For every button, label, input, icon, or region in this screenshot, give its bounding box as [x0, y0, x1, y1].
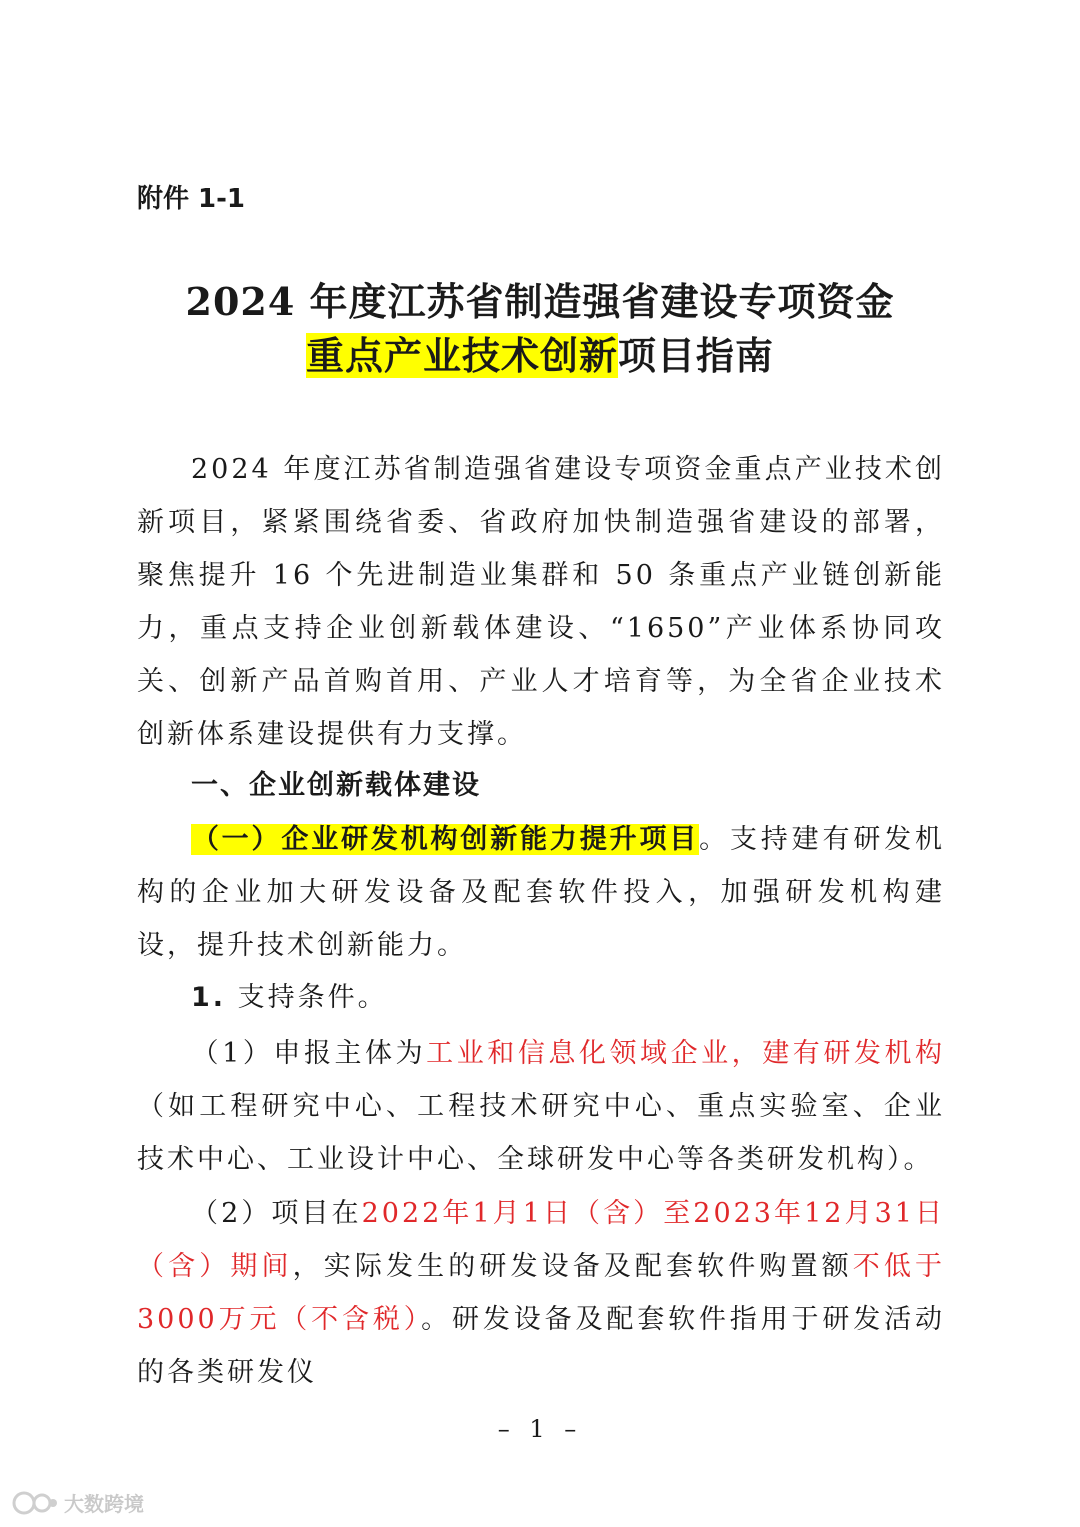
condition-2-period: 2022年1月1日（含）至2023年12月31日（含）期间 — [137, 1198, 945, 1282]
subsection-1-text: 。支持建有研发机构的企业加大研发设备及配套软件投入，加强研发机构建设，提升技术创新能力。 — [137, 824, 946, 961]
condition-2-prefix: （2）项目在 — [191, 1198, 362, 1229]
title-rest: 项目指南 — [618, 333, 775, 378]
condition-2-amount: 不低于3000万元（不含税） — [137, 1251, 946, 1335]
attachment-label: 附件 1-1 — [137, 184, 246, 214]
condition-1-prefix: （1）申报主体为 — [191, 1038, 427, 1069]
title-line-2 — [0, 327, 1080, 385]
conditions-text: 支持条件。 — [237, 982, 388, 1013]
subsection-1-paragraph — [137, 813, 945, 972]
conditions-heading — [191, 975, 388, 1014]
condition-1-red: 工业和信息化领域企业，建有研发机构 — [426, 1038, 945, 1069]
watermark-text: 大数跨境 — [64, 1492, 144, 1516]
watermark — [12, 1488, 144, 1517]
intro-text: 2024 年度江苏省制造强省建设专项资金重点产业技术创新项目，紧紧围绕省委、省政府加快制造强省建设的部署，聚焦提升 16 个先进制造业集群和 50 条重点产业链创新能力，重点支持企业创新载体建设、“1650”产业体系协同攻关、创新产品首购首用、产业人才培育等，为全省企业技术创新体系建设提供有力支撑。 — [137, 454, 945, 750]
watermark-logo-icon — [12, 1490, 58, 1516]
conditions-number: 1. — [191, 982, 227, 1013]
condition-2-middle: ，实际发生的研发设备及配套软件购置额 — [292, 1251, 853, 1282]
condition-1-paragraph — [137, 1027, 945, 1186]
page-number: – 1 – — [497, 1415, 583, 1443]
intro-paragraph — [137, 443, 945, 761]
condition-2-paragraph — [137, 1187, 945, 1399]
subsection-1-title: （一）企业研发机构创新能力提升项目 — [191, 824, 700, 855]
condition-1-suffix: （如工程研究中心、工程技术研究中心、重点实验室、企业技术中心、工业设计中心、全球研发中心等各类研发机构）。 — [137, 1091, 945, 1175]
section-heading-1: 一、企业创新载体建设 — [191, 770, 481, 801]
condition-2-suffix: 。研发设备及配套软件指用于研发活动的各类研发仪 — [137, 1304, 945, 1388]
title-highlight: 重点产业技术创新 — [305, 333, 618, 378]
title-line-1: 2024 年度江苏省制造强省建设专项资金 — [185, 279, 895, 324]
